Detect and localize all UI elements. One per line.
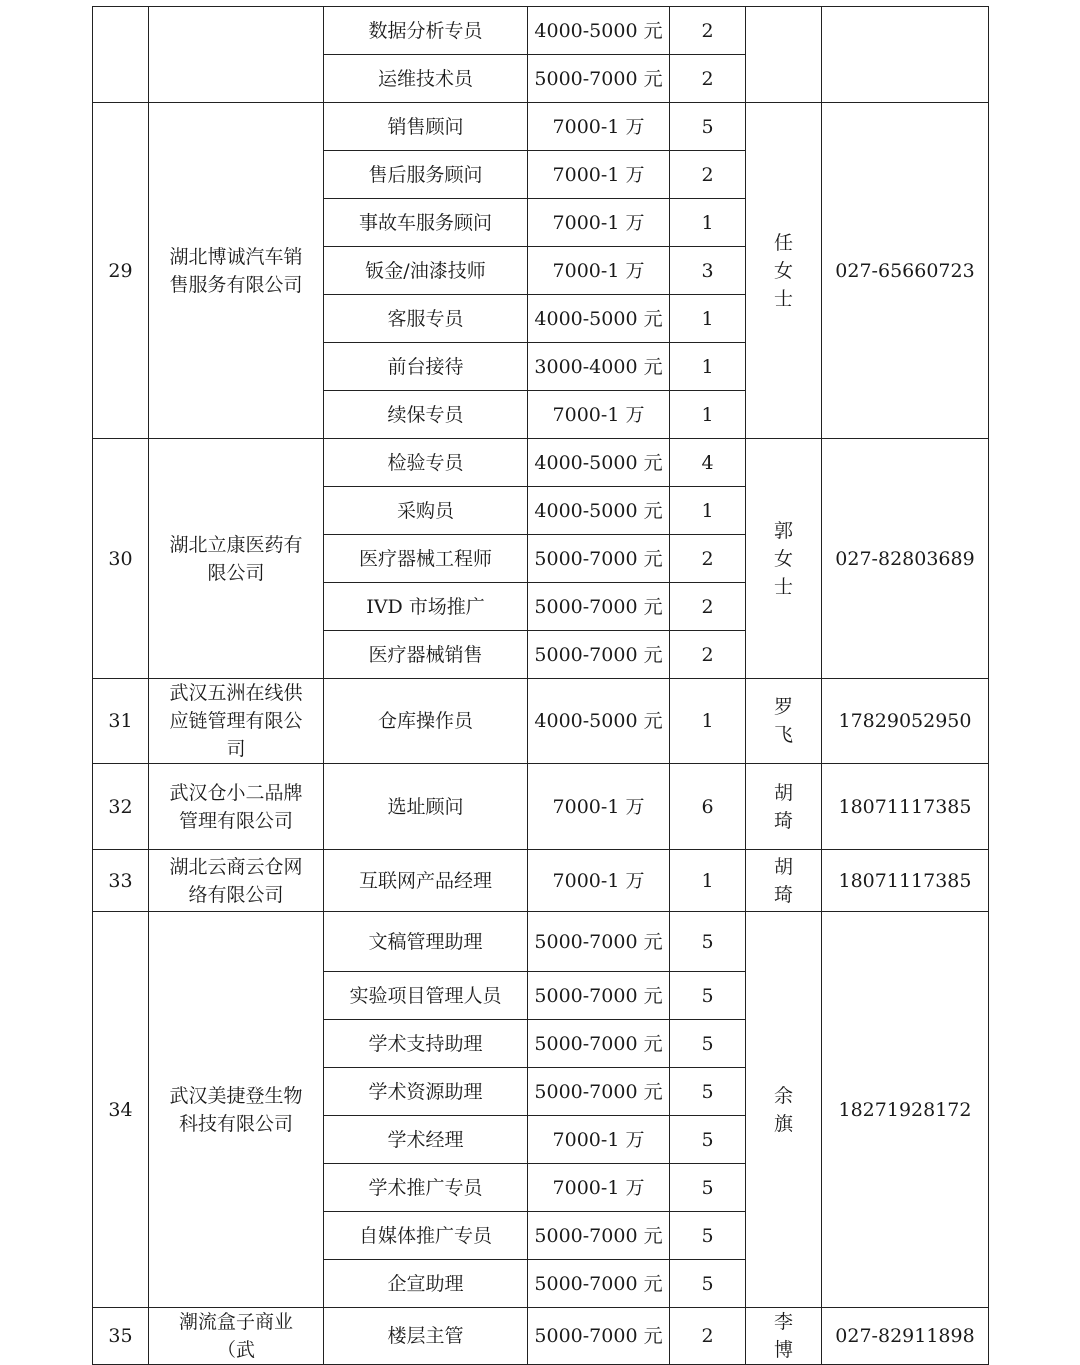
salary-cell: 7000-1 万 — [528, 1116, 670, 1164]
serial-number-cell: 31 — [93, 679, 149, 764]
phone-number-cell: 17829052950 — [822, 679, 989, 764]
salary-cell: 7000-1 万 — [528, 199, 670, 247]
position-cell: 楼层主管 — [324, 1308, 528, 1365]
position-cell: 销售顾问 — [324, 103, 528, 151]
salary-cell: 5000-7000 元 — [528, 972, 670, 1020]
headcount-cell: 2 — [670, 583, 746, 631]
position-cell: 仓库操作员 — [324, 679, 528, 764]
headcount-cell: 5 — [670, 1020, 746, 1068]
headcount-cell: 5 — [670, 1212, 746, 1260]
serial-number-cell: 35 — [93, 1308, 149, 1365]
headcount-cell: 1 — [670, 343, 746, 391]
headcount-cell: 1 — [670, 295, 746, 343]
contact-person-cell — [746, 7, 822, 103]
salary-cell: 5000-7000 元 — [528, 1308, 670, 1365]
headcount-cell: 1 — [670, 391, 746, 439]
salary-cell: 7000-1 万 — [528, 1164, 670, 1212]
company-name-cell: 湖北云商云仓网络有限公司 — [149, 850, 324, 912]
salary-cell: 4000-5000 元 — [528, 487, 670, 535]
salary-cell: 4000-5000 元 — [528, 679, 670, 764]
headcount-cell: 2 — [670, 631, 746, 679]
headcount-cell: 1 — [670, 850, 746, 912]
table-row — [93, 912, 989, 972]
contact-person-cell: 任女士 — [746, 103, 822, 439]
headcount-cell: 5 — [670, 1116, 746, 1164]
position-cell: 医疗器械工程师 — [324, 535, 528, 583]
table-row — [93, 7, 989, 55]
salary-cell: 7000-1 万 — [528, 850, 670, 912]
position-cell: 选址顾问 — [324, 764, 528, 850]
company-name-cell: 武汉五洲在线供应链管理有限公司 — [149, 679, 324, 764]
position-cell: 医疗器械销售 — [324, 631, 528, 679]
salary-cell: 5000-7000 元 — [528, 1068, 670, 1116]
position-cell: 事故车服务顾问 — [324, 199, 528, 247]
contact-person-cell: 胡琦 — [746, 764, 822, 850]
headcount-cell: 3 — [670, 247, 746, 295]
salary-cell: 4000-5000 元 — [528, 7, 670, 55]
headcount-cell: 5 — [670, 1068, 746, 1116]
company-name-cell: 湖北博诚汽车销售服务有限公司 — [149, 103, 324, 439]
contact-person-cell: 罗飞 — [746, 679, 822, 764]
position-cell: 自媒体推广专员 — [324, 1212, 528, 1260]
salary-cell: 5000-7000 元 — [528, 912, 670, 972]
salary-cell: 7000-1 万 — [528, 391, 670, 439]
serial-number-cell: 33 — [93, 850, 149, 912]
position-cell: 企宣助理 — [324, 1260, 528, 1308]
salary-cell: 5000-7000 元 — [528, 535, 670, 583]
position-cell: 续保专员 — [324, 391, 528, 439]
position-cell: 学术资源助理 — [324, 1068, 528, 1116]
salary-cell: 5000-7000 元 — [528, 631, 670, 679]
position-cell: 运维技术员 — [324, 55, 528, 103]
salary-cell: 5000-7000 元 — [528, 583, 670, 631]
position-cell: 学术支持助理 — [324, 1020, 528, 1068]
position-cell: 售后服务顾问 — [324, 151, 528, 199]
headcount-cell: 5 — [670, 1260, 746, 1308]
salary-cell: 7000-1 万 — [528, 103, 670, 151]
serial-number-cell: 32 — [93, 764, 149, 850]
contact-person-cell: 李博 — [746, 1308, 822, 1365]
company-name-cell — [149, 7, 324, 103]
serial-number-cell — [93, 7, 149, 103]
contact-person-cell: 余旗 — [746, 912, 822, 1308]
recruitment-table — [92, 6, 989, 1365]
position-cell: 钣金/油漆技师 — [324, 247, 528, 295]
headcount-cell: 2 — [670, 1308, 746, 1365]
table-row — [93, 764, 989, 850]
position-cell: 学术经理 — [324, 1116, 528, 1164]
company-name-cell: 湖北立康医药有限公司 — [149, 439, 324, 679]
table-row — [93, 103, 989, 151]
phone-number-cell: 027-82803689 — [822, 439, 989, 679]
headcount-cell: 2 — [670, 535, 746, 583]
salary-cell: 5000-7000 元 — [528, 1212, 670, 1260]
headcount-cell: 5 — [670, 912, 746, 972]
phone-number-cell: 027-65660723 — [822, 103, 989, 439]
salary-cell: 3000-4000 元 — [528, 343, 670, 391]
salary-cell: 5000-7000 元 — [528, 55, 670, 103]
headcount-cell: 1 — [670, 679, 746, 764]
recruitment-table-body — [93, 7, 989, 1365]
position-cell: 学术推广专员 — [324, 1164, 528, 1212]
headcount-cell: 5 — [670, 972, 746, 1020]
serial-number-cell: 29 — [93, 103, 149, 439]
table-row — [93, 679, 989, 764]
position-cell: 互联网产品经理 — [324, 850, 528, 912]
headcount-cell: 6 — [670, 764, 746, 850]
phone-number-cell: 18071117385 — [822, 850, 989, 912]
salary-cell: 7000-1 万 — [528, 151, 670, 199]
headcount-cell: 5 — [670, 1164, 746, 1212]
phone-number-cell: 18071117385 — [822, 764, 989, 850]
table-row — [93, 1308, 989, 1365]
salary-cell: 5000-7000 元 — [528, 1020, 670, 1068]
salary-cell: 5000-7000 元 — [528, 1260, 670, 1308]
contact-person-cell: 胡琦 — [746, 850, 822, 912]
headcount-cell: 2 — [670, 7, 746, 55]
company-name-cell: 武汉仓小二品牌管理有限公司 — [149, 764, 324, 850]
headcount-cell: 5 — [670, 103, 746, 151]
phone-number-cell: 18271928172 — [822, 912, 989, 1308]
headcount-cell: 1 — [670, 199, 746, 247]
position-cell: 采购员 — [324, 487, 528, 535]
salary-cell: 4000-5000 元 — [528, 439, 670, 487]
headcount-cell: 4 — [670, 439, 746, 487]
serial-number-cell: 34 — [93, 912, 149, 1308]
headcount-cell: 1 — [670, 487, 746, 535]
phone-number-cell: 027-82911898 — [822, 1308, 989, 1365]
table-row — [93, 850, 989, 912]
headcount-cell: 2 — [670, 151, 746, 199]
contact-person-cell: 郭女士 — [746, 439, 822, 679]
company-name-cell: 潮流盒子商业（武 — [149, 1308, 324, 1365]
position-cell: 实验项目管理人员 — [324, 972, 528, 1020]
position-cell: 文稿管理助理 — [324, 912, 528, 972]
position-cell: IVD 市场推广 — [324, 583, 528, 631]
phone-number-cell — [822, 7, 989, 103]
salary-cell: 7000-1 万 — [528, 764, 670, 850]
salary-cell: 7000-1 万 — [528, 247, 670, 295]
position-cell: 客服专员 — [324, 295, 528, 343]
company-name-cell: 武汉美捷登生物科技有限公司 — [149, 912, 324, 1308]
table-row — [93, 439, 989, 487]
position-cell: 数据分析专员 — [324, 7, 528, 55]
headcount-cell: 2 — [670, 55, 746, 103]
serial-number-cell: 30 — [93, 439, 149, 679]
position-cell: 检验专员 — [324, 439, 528, 487]
salary-cell: 4000-5000 元 — [528, 295, 670, 343]
position-cell: 前台接待 — [324, 343, 528, 391]
